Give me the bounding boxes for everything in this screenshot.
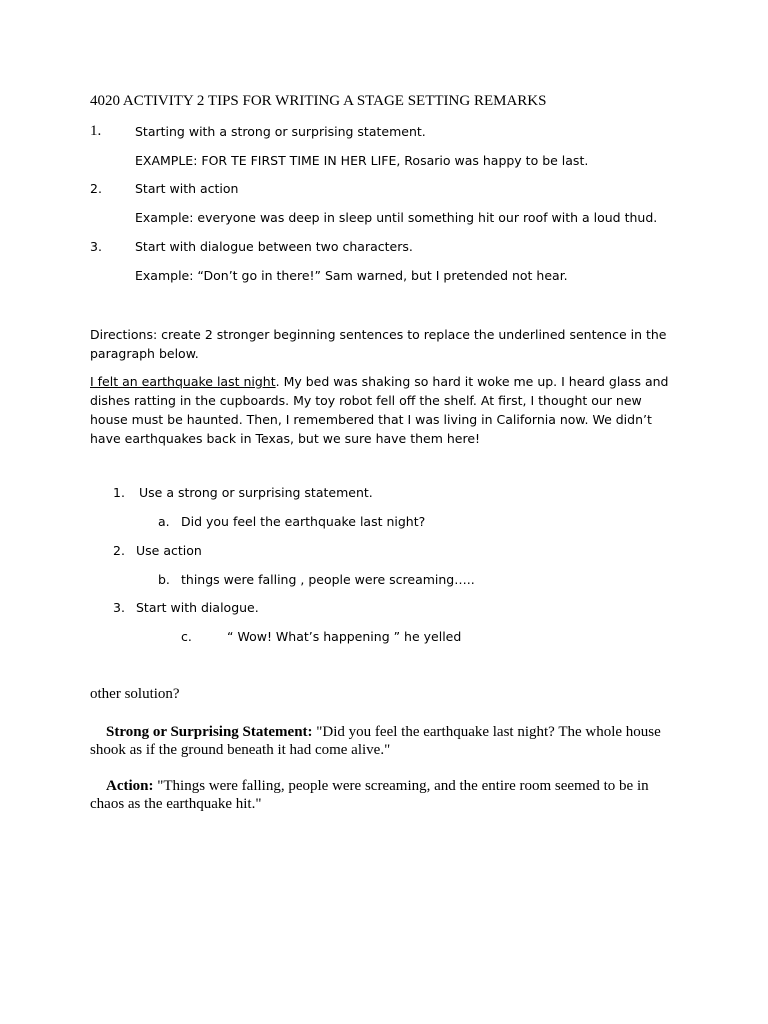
tip-label: Starting with a strong or surprising statement. bbox=[135, 124, 426, 139]
answer-sub-letter: c. bbox=[181, 629, 192, 644]
underlined-sentence: I felt an earthquake last night bbox=[90, 374, 276, 389]
answer-label: Start with dialogue. bbox=[136, 600, 259, 615]
tip-label: Start with action bbox=[135, 181, 239, 196]
answer-number: 3. bbox=[113, 600, 125, 615]
answer-sub-text: things were falling , people were screaming….. bbox=[181, 572, 475, 587]
document-title: 4020 ACTIVITY 2 TIPS FOR WRITING A STAGE SETTING REMARKS bbox=[90, 93, 547, 109]
tip-number: 1. bbox=[90, 123, 102, 139]
tip-example: Example: everyone was deep in sleep until something hit our roof with a loud thud. bbox=[135, 210, 658, 225]
answer-number: 1. bbox=[113, 485, 125, 500]
other-solution-heading: other solution? bbox=[90, 686, 180, 702]
solution-label: Action: bbox=[106, 778, 154, 794]
story-paragraph bbox=[90, 372, 670, 448]
tip-number: 3. bbox=[90, 239, 102, 254]
answer-sub-letter: a. bbox=[158, 514, 170, 529]
answer-sub-letter: b. bbox=[158, 572, 170, 587]
directions-text: Directions: create 2 stronger beginning sentences to replace the underlined sentence in the paragraph below. bbox=[90, 327, 667, 361]
solution-label: Strong or Surprising Statement: bbox=[106, 724, 313, 740]
answer-label: Use a strong or surprising statement. bbox=[139, 485, 373, 500]
solution-text: "Did you feel the earthquake last night? The whole house shook as if the ground beneath it had come alive." bbox=[90, 724, 661, 758]
answer-sub-text: “ Wow! What’s happening ” he yelled bbox=[227, 629, 462, 644]
tip-label: Start with dialogue between two characters. bbox=[135, 239, 413, 254]
answer-label: Use action bbox=[136, 543, 202, 558]
tip-example: Example: “Don’t go in there!” Sam warned, but I pretended not hear. bbox=[135, 268, 568, 283]
solution-action bbox=[90, 777, 680, 813]
solution-statement bbox=[90, 723, 680, 759]
solution-text: "Things were falling, people were screaming, and the entire room seemed to be in chaos as the earthquake hit." bbox=[90, 778, 649, 812]
paragraph-rest: . My bed was shaking so hard it woke me up. I heard glass and dishes ratting in the cupboards. My toy robot fell off the shelf. At first, I thought our new house must be haunted. Then, I remembered that I was living in California now. We didn’t have earthquakes back in Texas, but we sure have them here! bbox=[90, 374, 669, 446]
tip-number: 2. bbox=[90, 181, 102, 196]
answer-sub-text: Did you feel the earthquake last night? bbox=[181, 514, 426, 529]
tip-example: EXAMPLE: FOR TE FIRST TIME IN HER LIFE, Rosario was happy to be last. bbox=[135, 153, 589, 168]
answer-number: 2. bbox=[113, 543, 125, 558]
